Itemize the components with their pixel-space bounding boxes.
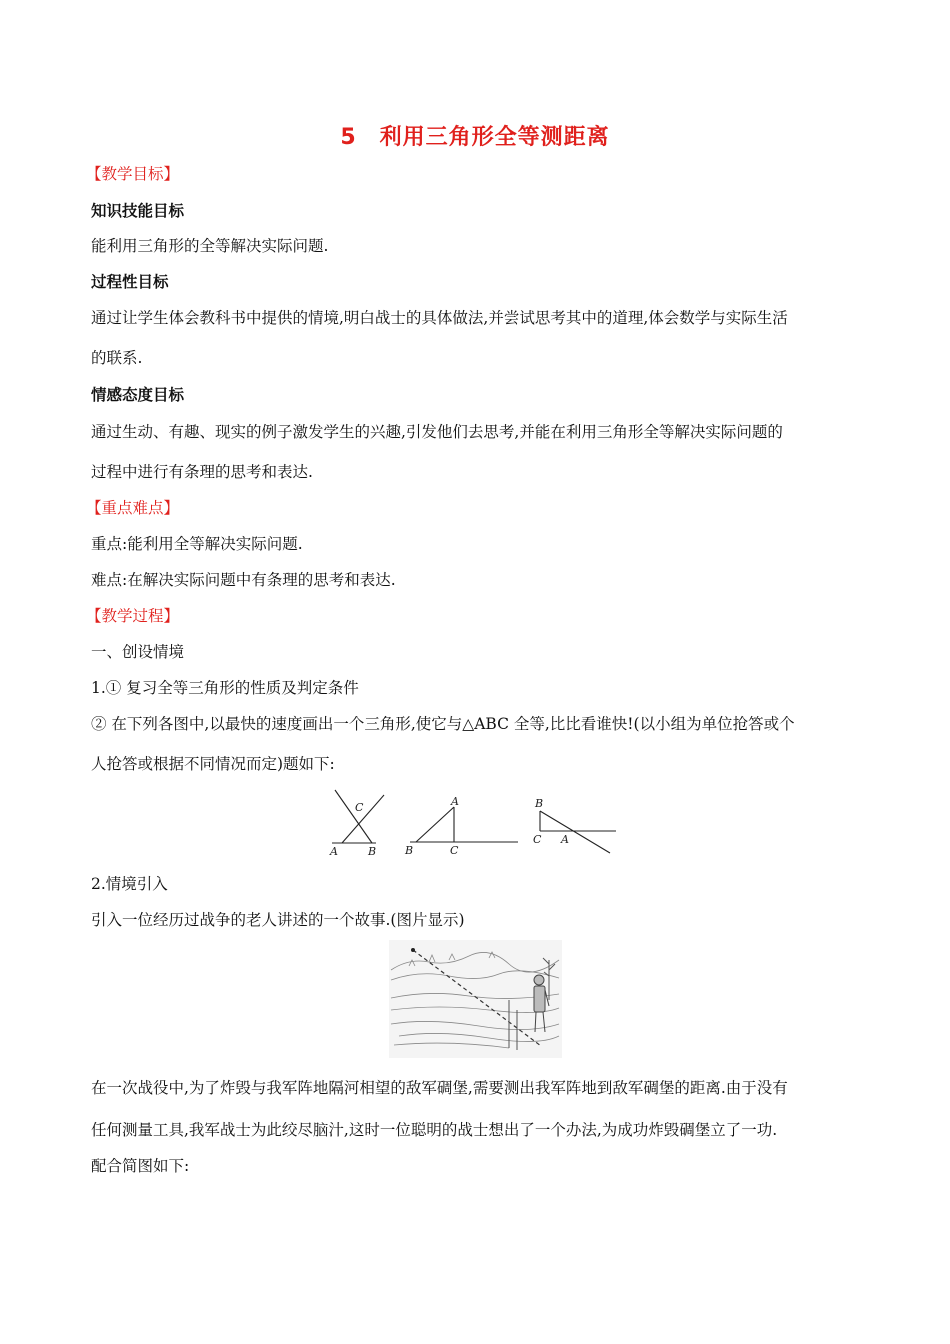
f2-label-c: C: [450, 844, 459, 857]
paragraph-story-line2: 任何测量工具,我军战士为此绞尽脑汁,这时一位聪明的战士想出了一个办法,为成功炸毁碉堡立了一功.: [91, 1121, 778, 1139]
subheading-emotion: 情感态度目标: [91, 386, 185, 404]
section-header-keypoints: 【重点难点】: [86, 499, 180, 517]
f1-label-c: C: [355, 801, 364, 814]
item-draw-line2: 人抢答或根据不同情况而定)题如下:: [91, 755, 335, 773]
f3-label-a: A: [561, 833, 569, 846]
paragraph-story-line3: 配合简图如下:: [91, 1157, 190, 1175]
item-draw-line1: ② 在下列各图中,以最快的速度画出一个三角形,使它与△ABC 全等,比比看谁快!(以小组为单位抢答或个: [91, 715, 795, 733]
figure-2: [410, 807, 518, 842]
f3-label-b: B: [535, 797, 544, 810]
section-header-process: 【教学过程】: [86, 607, 180, 625]
item-review: 1.① 复习全等三角形的性质及判定条件: [91, 679, 359, 697]
paragraph-intro: 引入一位经历过战争的老人讲述的一个故事.(图片显示): [91, 911, 465, 929]
paragraph-emotion-line1: 通过生动、有趣、现实的例子激发学生的兴趣,引发他们去思考,并能在利用三角形全等解决实际问题的: [91, 423, 783, 441]
page-title: 5 利用三角形全等测距离: [340, 125, 610, 150]
figure-3: [540, 811, 616, 853]
subheading-knowledge: 知识技能目标: [91, 202, 185, 220]
f1-label-a: A: [330, 845, 338, 858]
section-header-goals: 【教学目标】: [86, 165, 180, 183]
paragraph-key: 重点:能利用全等解决实际问题.: [91, 535, 303, 553]
figure-1: [332, 790, 384, 843]
paragraph-emotion-line2: 过程中进行有条理的思考和表达.: [91, 463, 313, 481]
f3-label-c: C: [533, 833, 542, 846]
item-situation-intro: 2.情境引入: [91, 875, 168, 893]
step-create-situation: 一、创设情境: [91, 643, 185, 661]
triangle-figures: [320, 785, 630, 860]
paragraph-process-line2: 的联系.: [91, 349, 143, 367]
paragraph-knowledge: 能利用三角形的全等解决实际问题.: [91, 237, 329, 255]
subheading-process: 过程性目标: [91, 273, 169, 291]
f1-label-b: B: [368, 845, 377, 858]
paragraph-story-line1: 在一次战役中,为了炸毁与我军阵地隔河相望的敌军碉堡,需要测出我军阵地到敌军碉堡的距离.由于没有: [91, 1079, 788, 1097]
paragraph-difficulty: 难点:在解决实际问题中有条理的思考和表达.: [91, 571, 396, 589]
paragraph-process-line1: 通过让学生体会教科书中提供的情境,明白战士的具体做法,并尝试思考其中的道理,体会数学与实际生活: [91, 309, 788, 327]
f2-label-a: A: [451, 795, 459, 808]
f2-label-b: B: [405, 844, 414, 857]
soldier-illustration: [389, 940, 562, 1058]
